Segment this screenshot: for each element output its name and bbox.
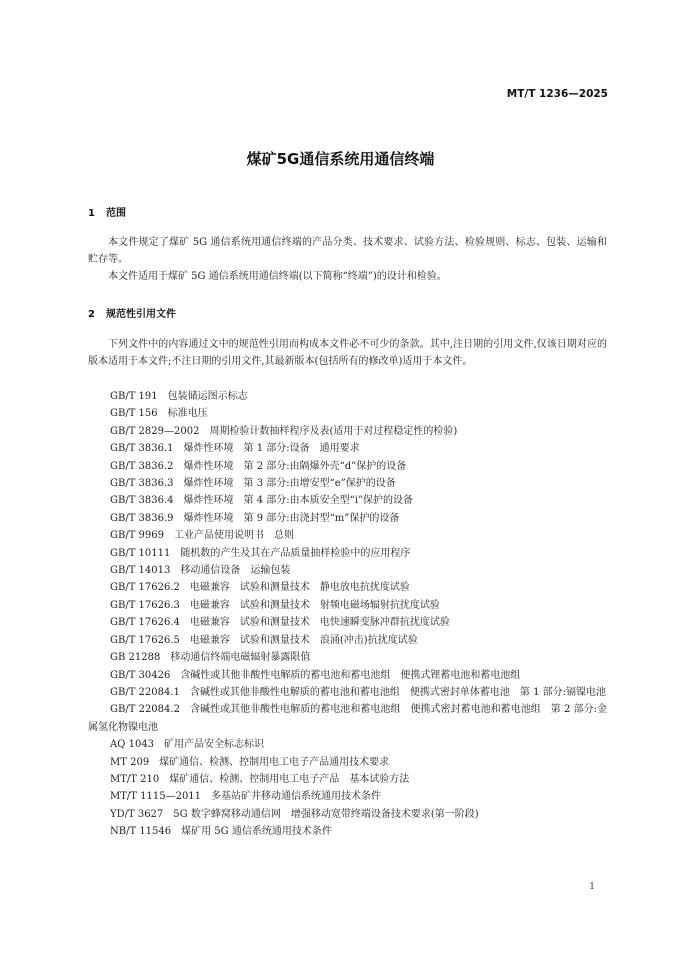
reference-item: GB/T 2829—2002 周期检验计数抽样程序及表(适用于对过程稳定性的检验) <box>110 425 458 437</box>
reference-item: GB/T 22084.1 含碱性或其他非酸性电解质的蓄电池和蓄电池组 便携式密封单体蓄电池 第 1 部分:镉镍电池 <box>110 686 606 698</box>
reference-item: GB/T 9969 工业产品使用说明书 总则 <box>110 530 295 542</box>
reference-item: AQ 1043 矿用产品安全标志标识 <box>110 739 265 751</box>
reference-item: GB/T 10111 随机数的产生及其在产品质量抽样检验中的应用程序 <box>110 547 411 559</box>
reference-item: YD/T 3627 5G 数字蜂窝移动通信网 增强移动宽带终端设备技术要求(第一阶段) <box>110 808 479 820</box>
reference-item: MT/T 210 煤矿通信、检测、控制用电工电子产品 基本试验方法 <box>110 773 410 785</box>
standard-code: MT/T 1236—2025 <box>506 88 608 100</box>
reference-item: GB/T 3836.4 爆炸性环境 第 4 部分:由本质安全型“i”保护的设备 <box>110 495 414 507</box>
reference-item: GB/T 30426 含碱性或其他非酸性电解质的蓄电池和蓄电池组 便携式锂蓄电池和蓄电池组 <box>110 669 521 681</box>
reference-item: GB/T 3836.2 爆炸性环境 第 2 部分:由隔爆外壳“d”保护的设备 <box>110 460 407 472</box>
reference-item: GB 21288 移动通信终端电磁辐射暴露限值 <box>110 652 311 664</box>
reference-item: GB/T 3836.9 爆炸性环境 第 9 部分:由浇封型“m”保护的设备 <box>110 512 400 524</box>
section-1-number: 1 <box>88 208 95 219</box>
section-1-paragraph-2: 本文件适用于煤矿 5G 通信系统用通信终端(以下简称“终端”)的设计和检验。 <box>108 271 447 282</box>
section-1-title: 范围 <box>106 208 126 219</box>
section-1-paragraph-1: 本文件规定了煤矿 5G 通信系统用通信终端的产品分类、技术要求、试验方法、检验规则、标志、包装、运输和贮存等。 <box>88 237 607 266</box>
reference-item: GB/T 17626.2 电磁兼容 试验和测量技术 静电放电抗扰度试验 <box>110 582 410 594</box>
section-1-heading <box>88 204 126 219</box>
reference-item: GB/T 17626.5 电磁兼容 试验和测量技术 浪涌(冲击)抗扰度试验 <box>110 634 418 646</box>
reference-item: GB/T 191 包装储运图示标志 <box>110 391 248 402</box>
section-2-title: 规范性引用文件 <box>106 309 176 320</box>
reference-item: GB/T 3836.1 爆炸性环境 第 1 部分:设备 通用要求 <box>110 443 360 455</box>
reference-item: NB/T 11546 煤矿用 5G 通信系统通用技术条件 <box>110 826 332 838</box>
reference-list <box>88 388 607 841</box>
section-2-intro: 下列文件中的内容通过文中的规范性引用而构成本文件必不可少的条款。其中,注日期的引用文件,仅该日期对应的版本适用于本文件;不注日期的引用文件,其最新版本(包括所有的修改单)适用于本文件。 <box>88 339 607 368</box>
reference-item: MT/T 1115—2011 多基站矿井移动通信系统通用技术条件 <box>110 791 382 803</box>
reference-item: GB/T 14013 移动通信设备 运输包装 <box>110 565 291 577</box>
reference-item: GB/T 17626.4 电磁兼容 试验和测量技术 电快速瞬变脉冲群抗扰度试验 <box>110 617 450 629</box>
reference-item: MT 209 煤矿通信、检测、控制用电工电子产品通用技术要求 <box>110 756 390 768</box>
page-number: 1 <box>589 882 595 892</box>
reference-item: GB/T 17626.3 电磁兼容 试验和测量技术 射频电磁场辐射抗扰度试验 <box>110 599 440 611</box>
reference-item: GB/T 156 标准电压 <box>110 408 208 420</box>
reference-item: GB/T 22084.2 含碱性或其他非酸性电解质的蓄电池和蓄电池组 便携式密封蓄电池和蓄电池组 第 2 部分:金属氢化物镍电池 <box>88 704 607 733</box>
section-2-number: 2 <box>88 309 95 320</box>
reference-item: GB/T 3836.3 爆炸性环境 第 3 部分:由增安型“e”保护的设备 <box>110 478 396 490</box>
document-title: 煤矿5G通信系统用通信终端 <box>246 150 435 168</box>
section-2-heading <box>88 305 176 320</box>
